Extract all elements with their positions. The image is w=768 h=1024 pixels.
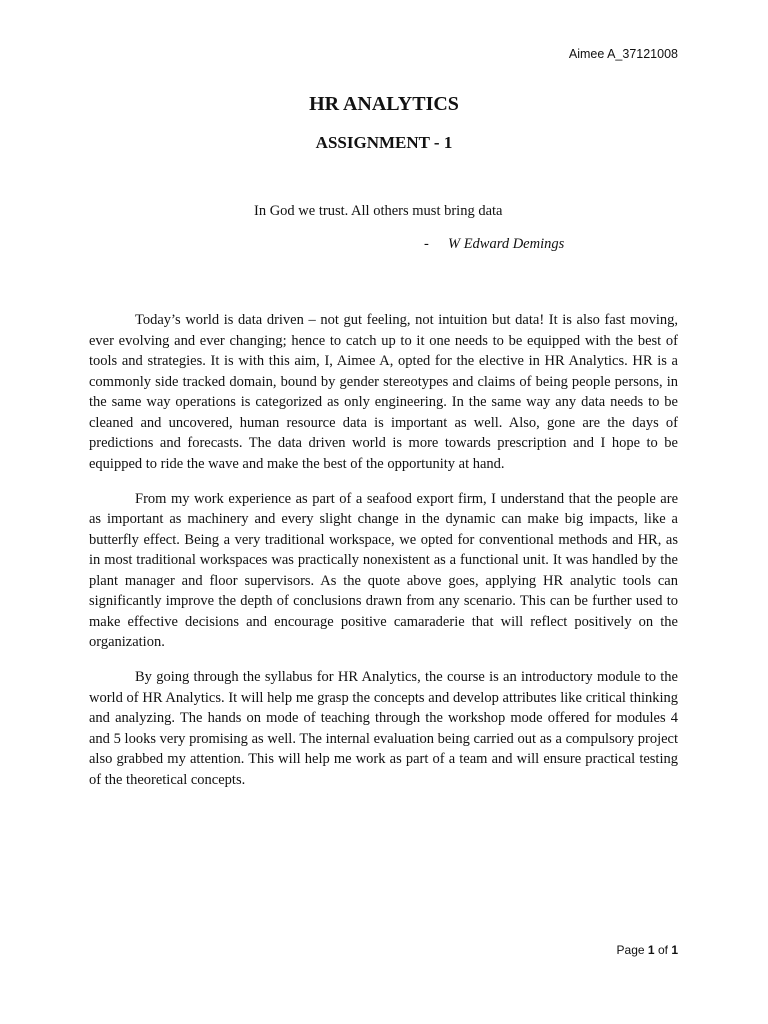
document-subtitle: ASSIGNMENT - 1	[315, 133, 453, 152]
page-total: 1	[671, 943, 678, 957]
body-paragraph: Today’s world is data driven – not gut feeling, not intuition but data! It is also fast moving, ever evolving and ever changing; hence to catch up to it one needs to be equipped with the best of tools and strategies. It is with this aim, I, Aimee A, opted for the elective in HR Analytics. HR is a commonly side tracked domain, bound by gender stereotypes and claims of being people persons, in the same way operations is categorized as only engineering. In the same way any data needs to be cleaned and uncovered, human resource data is important as well. Also, gone are the days of predictions and forecasts. The data driven world is more towards prescription and I hope to be equipped to ride the wave and make the best of the opportunity at hand.	[89, 312, 678, 472]
epigraph-quote: In God we trust. All others must bring data	[254, 203, 503, 219]
header-author-id: Aimee A_37121008	[568, 47, 678, 61]
attribution-dash: -	[424, 236, 429, 252]
body-paragraph: By going through the syllabus for HR Analytics, the course is an introductory module to the world of HR Analytics. It will help me grasp the concepts and develop attributes like critical thinking and analyzing. The hands on mode of teaching through the workshop mode offered for modules 4 and 5 looks very promising as well. The internal evaluation being carried out as a compulsory project also grabbed my attention. This will help me work as part of a team and will ensure practical testing of the theoretical concepts.	[89, 669, 678, 788]
page-of-label: of	[657, 943, 668, 957]
document-title: HR ANALYTICS	[309, 93, 459, 115]
page-current: 1	[647, 943, 655, 957]
page-number-footer	[617, 943, 678, 957]
epigraph-attribution	[424, 236, 564, 253]
body-paragraph: From my work experience as part of a seafood export firm, I understand that the people are as important as machinery and every slight change in the dynamic can make big impacts, like a butterfly effect. Being a very traditional workspace, we opted for conventional methods and HR, as in most traditional workspaces was practically nonexistent as a functional unit. It was handled by the plant manager and floor supervisors. As the quote above goes, applying HR analytic tools can significantly improve the depth of conclusions drawn from any scenario. This can be further used to make effective decisions and encourage positive camaraderie that will reflect positively on the organization.	[89, 490, 678, 650]
document-body	[89, 310, 678, 805]
quote-author-name: W Edward Demings	[448, 236, 565, 252]
page-label: Page	[616, 943, 645, 957]
